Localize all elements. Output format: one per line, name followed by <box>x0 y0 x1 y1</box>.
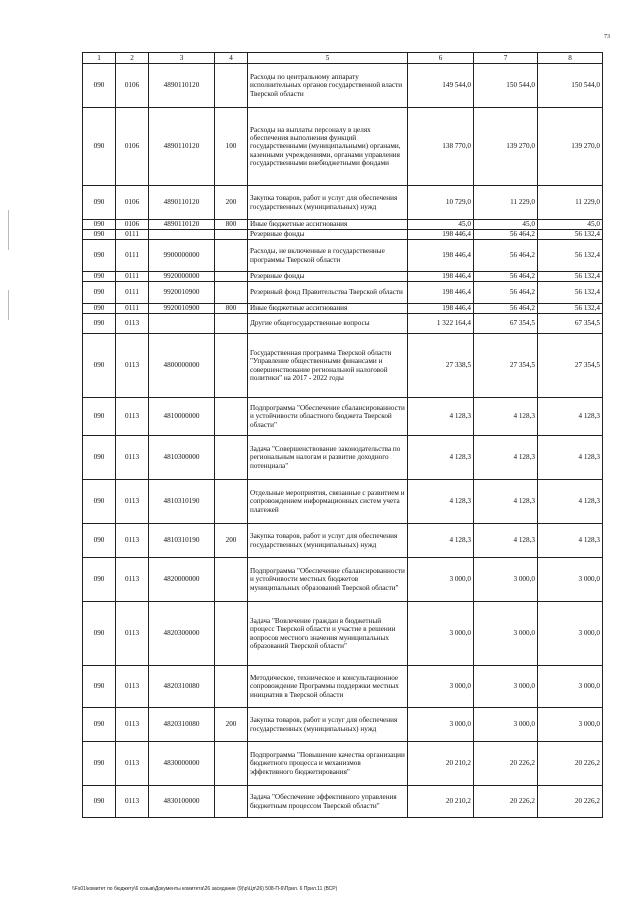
target-article-cell: 4810000000 <box>149 398 215 436</box>
expense-type-cell <box>215 282 248 304</box>
table-row <box>83 282 603 304</box>
amount-cell: 56 132,4 <box>538 240 603 272</box>
expense-type-cell: 800 <box>215 304 248 314</box>
section-code-cell: 0106 <box>116 64 149 108</box>
target-article-cell: 4890110120 <box>149 186 215 220</box>
file-path-footer: \\Fs01\комитет по бюджету\6 созыв\Документы комитета\26 заседание (9)\р\Цп\26) 508-П-6\Прил. 6 Прил.11 (ВСР) <box>72 886 338 892</box>
amount-cell: 4 128,3 <box>538 524 603 558</box>
ministry-code-cell: 090 <box>83 314 116 334</box>
amount-cell: 20 210,2 <box>408 742 474 786</box>
description-cell: Государственная программа Тверской области "Управление общественными финансами и совершенствование региональной налоговой политики" на 2017 - 2022 годы <box>248 334 408 398</box>
amount-cell: 3 000,0 <box>408 708 474 742</box>
description-cell: Расходы, не включенные в государственные программы Тверской области <box>248 240 408 272</box>
ministry-code-cell: 090 <box>83 220 116 230</box>
section-code-cell: 0113 <box>116 786 149 818</box>
section-code-cell: 0106 <box>116 186 149 220</box>
amount-cell: 27 338,5 <box>408 334 474 398</box>
section-code-cell: 0111 <box>116 240 149 272</box>
amount-cell: 45,0 <box>408 220 474 230</box>
column-header: 4 <box>215 53 248 64</box>
description-cell: Иные бюджетные ассигнования <box>248 304 408 314</box>
amount-cell: 4 128,3 <box>408 398 474 436</box>
ministry-code-cell: 090 <box>83 708 116 742</box>
section-code-cell: 0113 <box>116 314 149 334</box>
ministry-code-cell: 090 <box>83 602 116 666</box>
amount-cell: 4 128,3 <box>538 436 603 480</box>
expense-type-cell <box>215 398 248 436</box>
amount-cell: 20 226,2 <box>474 742 538 786</box>
expense-type-cell: 100 <box>215 108 248 186</box>
amount-cell: 20 226,2 <box>474 786 538 818</box>
description-cell: Отдельные мероприятия, связанные с развитием и сопровождением информационных систем учета платежей <box>248 480 408 524</box>
amount-cell: 138 770,0 <box>408 108 474 186</box>
amount-cell: 198 446,4 <box>408 240 474 272</box>
ministry-code-cell: 090 <box>83 742 116 786</box>
amount-cell: 56 132,4 <box>538 304 603 314</box>
amount-cell: 139 270,0 <box>538 108 603 186</box>
target-article-cell: 4820310080 <box>149 708 215 742</box>
column-header: 1 <box>83 53 116 64</box>
description-cell: Резервный фонд Правительства Тверской области <box>248 282 408 304</box>
description-cell: Закупка товаров, работ и услуг для обеспечения государственных (муниципальных) нужд <box>248 708 408 742</box>
amount-cell: 45,0 <box>474 220 538 230</box>
amount-cell: 20 226,2 <box>538 742 603 786</box>
amount-cell: 4 128,3 <box>408 436 474 480</box>
target-article-cell: 4820300000 <box>149 602 215 666</box>
amount-cell: 4 128,3 <box>538 398 603 436</box>
expense-type-cell <box>215 334 248 398</box>
expense-type-cell <box>215 480 248 524</box>
table-row <box>83 272 603 282</box>
amount-cell: 45,0 <box>538 220 603 230</box>
table-row <box>83 558 603 602</box>
column-header: 5 <box>248 53 408 64</box>
target-article-cell: 4800000000 <box>149 334 215 398</box>
amount-cell: 56 464,2 <box>474 240 538 272</box>
table-row <box>83 64 603 108</box>
expense-type-cell <box>215 314 248 334</box>
expense-type-cell: 800 <box>215 220 248 230</box>
description-cell: Иные бюджетные ассигнования <box>248 220 408 230</box>
target-article-cell: 4810310190 <box>149 480 215 524</box>
amount-cell: 1 322 164,4 <box>408 314 474 334</box>
ministry-code-cell: 090 <box>83 304 116 314</box>
section-code-cell: 0113 <box>116 334 149 398</box>
amount-cell: 67 354,5 <box>474 314 538 334</box>
expense-type-cell <box>215 742 248 786</box>
section-code-cell: 0113 <box>116 436 149 480</box>
scan-artifact: · · · · · · · · · · · · · · · · · · · · · · · · · · · · · · · · · · · · <box>120 2 416 7</box>
target-article-cell: 4890110120 <box>149 220 215 230</box>
ministry-code-cell: 090 <box>83 240 116 272</box>
amount-cell: 4 128,3 <box>474 398 538 436</box>
amount-cell: 56 464,2 <box>474 230 538 240</box>
description-cell: Подпрограмма "Повышение качества организации бюджетного процесса и механизмов эффективного бюджетирования" <box>248 742 408 786</box>
section-code-cell: 0113 <box>116 708 149 742</box>
column-header: 3 <box>149 53 215 64</box>
target-article-cell: 4810310190 <box>149 524 215 558</box>
description-cell: Расходы по центральному аппарату исполнительных органов государственной власти Тверской области <box>248 64 408 108</box>
amount-cell: 4 128,3 <box>474 436 538 480</box>
scan-artifact <box>8 290 9 320</box>
amount-cell: 56 464,2 <box>474 282 538 304</box>
target-article-cell: 4890110120 <box>149 64 215 108</box>
section-code-cell: 0111 <box>116 230 149 240</box>
description-cell: Резервные фонды <box>248 230 408 240</box>
amount-cell: 3 000,0 <box>474 558 538 602</box>
section-code-cell: 0113 <box>116 524 149 558</box>
description-cell: Задача "Совершенствование законодательства по региональным налогам и развитие доходного потенциала" <box>248 436 408 480</box>
table-row <box>83 240 603 272</box>
table-row <box>83 666 603 708</box>
table-row <box>83 304 603 314</box>
description-cell: Резервные фонды <box>248 272 408 282</box>
amount-cell: 3 000,0 <box>538 666 603 708</box>
ministry-code-cell: 090 <box>83 480 116 524</box>
amount-cell: 4 128,3 <box>538 480 603 524</box>
expense-type-cell: 200 <box>215 186 248 220</box>
expense-type-cell <box>215 436 248 480</box>
amount-cell: 139 270,0 <box>474 108 538 186</box>
description-cell: Закупка товаров, работ и услуг для обеспечения государственных (муниципальных) нужд <box>248 186 408 220</box>
amount-cell: 3 000,0 <box>408 602 474 666</box>
description-cell: Расходы на выплаты персоналу в целях обеспечения выполнения функций государственными (муниципальными) органами, казенными учреждениями, органами управления государственными внебюджетными фондами <box>248 108 408 186</box>
expense-type-cell <box>215 230 248 240</box>
description-cell: Задача "Вовлечение граждан в бюджетный процесс Тверской области и участие в решении вопросов местного значения муниципальных образований Тверской области" <box>248 602 408 666</box>
ministry-code-cell: 090 <box>83 186 116 220</box>
expense-type-cell <box>215 602 248 666</box>
table-row <box>83 230 603 240</box>
amount-cell: 198 446,4 <box>408 304 474 314</box>
table-row <box>83 480 603 524</box>
target-article-cell: 9920010900 <box>149 282 215 304</box>
description-cell: Подпрограмма "Обеспечение сбалансированности и устойчивости местных бюджетов муниципальных образований Тверской области" <box>248 558 408 602</box>
page-number: 73 <box>604 34 610 40</box>
amount-cell: 3 000,0 <box>538 708 603 742</box>
amount-cell: 27 354,5 <box>538 334 603 398</box>
table-row <box>83 708 603 742</box>
amount-cell: 20 210,2 <box>408 786 474 818</box>
ministry-code-cell: 090 <box>83 230 116 240</box>
amount-cell: 56 132,4 <box>538 230 603 240</box>
target-article-cell: 4820310080 <box>149 666 215 708</box>
amount-cell: 3 000,0 <box>538 558 603 602</box>
ministry-code-cell: 090 <box>83 786 116 818</box>
ministry-code-cell: 090 <box>83 666 116 708</box>
expense-type-cell <box>215 558 248 602</box>
table-row <box>83 108 603 186</box>
description-cell: Задача "Обеспечение эффективного управления бюджетным процессом Тверской области" <box>248 786 408 818</box>
amount-cell: 198 446,4 <box>408 230 474 240</box>
expense-type-cell <box>215 240 248 272</box>
table-row <box>83 334 603 398</box>
target-article-cell: 4810300000 <box>149 436 215 480</box>
description-cell: Методическое, техническое и консультационное сопровождение Программы поддержки местных инициатив в Тверской области <box>248 666 408 708</box>
table-row <box>83 602 603 666</box>
expense-type-cell <box>215 272 248 282</box>
amount-cell: 198 446,4 <box>408 272 474 282</box>
table-row <box>83 220 603 230</box>
section-code-cell: 0113 <box>116 558 149 602</box>
description-cell: Подпрограмма "Обеспечение сбалансированности и устойчивости областного бюджета Тверской области" <box>248 398 408 436</box>
amount-cell: 56 464,2 <box>474 304 538 314</box>
target-article-cell <box>149 314 215 334</box>
target-article-cell: 4890110120 <box>149 108 215 186</box>
amount-cell: 150 544,0 <box>474 64 538 108</box>
table-header-row <box>83 53 603 64</box>
amount-cell: 20 226,2 <box>538 786 603 818</box>
amount-cell: 3 000,0 <box>474 666 538 708</box>
amount-cell: 27 354,5 <box>474 334 538 398</box>
amount-cell: 11 229,0 <box>474 186 538 220</box>
ministry-code-cell: 090 <box>83 436 116 480</box>
description-cell: Закупка товаров, работ и услуг для обеспечения государственных (муниципальных) нужд <box>248 524 408 558</box>
expense-type-cell <box>215 786 248 818</box>
amount-cell: 56 464,2 <box>474 272 538 282</box>
section-code-cell: 0113 <box>116 602 149 666</box>
column-header: 2 <box>116 53 149 64</box>
amount-cell: 10 729,0 <box>408 186 474 220</box>
table-row <box>83 524 603 558</box>
target-article-cell: 4830000000 <box>149 742 215 786</box>
column-header: 6 <box>408 53 474 64</box>
ministry-code-cell: 090 <box>83 282 116 304</box>
section-code-cell: 0113 <box>116 480 149 524</box>
amount-cell: 3 000,0 <box>538 602 603 666</box>
target-article-cell: 9920010900 <box>149 304 215 314</box>
amount-cell: 149 544,0 <box>408 64 474 108</box>
table-row <box>83 742 603 786</box>
target-article-cell: 9920000000 <box>149 272 215 282</box>
target-article-cell: 9900000000 <box>149 240 215 272</box>
amount-cell: 56 132,4 <box>538 282 603 304</box>
ministry-code-cell: 090 <box>83 558 116 602</box>
amount-cell: 4 128,3 <box>474 480 538 524</box>
expense-type-cell: 200 <box>215 524 248 558</box>
amount-cell: 67 354,5 <box>538 314 603 334</box>
table-row <box>83 398 603 436</box>
amount-cell: 3 000,0 <box>408 666 474 708</box>
section-code-cell: 0113 <box>116 742 149 786</box>
table-row <box>83 186 603 220</box>
amount-cell: 3 000,0 <box>474 602 538 666</box>
column-header: 7 <box>474 53 538 64</box>
section-code-cell: 0111 <box>116 304 149 314</box>
budget-table <box>82 52 603 818</box>
ministry-code-cell: 090 <box>83 108 116 186</box>
section-code-cell: 0111 <box>116 282 149 304</box>
expense-type-cell <box>215 64 248 108</box>
amount-cell: 150 544,0 <box>538 64 603 108</box>
section-code-cell: 0106 <box>116 220 149 230</box>
section-code-cell: 0113 <box>116 666 149 708</box>
scan-artifact <box>8 210 9 250</box>
table-row <box>83 436 603 480</box>
amount-cell: 4 128,3 <box>408 524 474 558</box>
target-article-cell <box>149 230 215 240</box>
amount-cell: 11 229,0 <box>538 186 603 220</box>
amount-cell: 3 000,0 <box>408 558 474 602</box>
table-body <box>83 64 603 818</box>
section-code-cell: 0106 <box>116 108 149 186</box>
column-header: 8 <box>538 53 603 64</box>
amount-cell: 3 000,0 <box>474 708 538 742</box>
target-article-cell: 4820000000 <box>149 558 215 602</box>
table-row <box>83 786 603 818</box>
section-code-cell: 0113 <box>116 398 149 436</box>
ministry-code-cell: 090 <box>83 272 116 282</box>
amount-cell: 198 446,4 <box>408 282 474 304</box>
ministry-code-cell: 090 <box>83 64 116 108</box>
ministry-code-cell: 090 <box>83 524 116 558</box>
expense-type-cell: 200 <box>215 708 248 742</box>
expense-type-cell <box>215 666 248 708</box>
table-row <box>83 314 603 334</box>
description-cell: Другие общегосударственные вопросы <box>248 314 408 334</box>
amount-cell: 4 128,3 <box>474 524 538 558</box>
amount-cell: 56 132,4 <box>538 272 603 282</box>
ministry-code-cell: 090 <box>83 334 116 398</box>
target-article-cell: 4830100000 <box>149 786 215 818</box>
ministry-code-cell: 090 <box>83 398 116 436</box>
section-code-cell: 0111 <box>116 272 149 282</box>
amount-cell: 4 128,3 <box>408 480 474 524</box>
